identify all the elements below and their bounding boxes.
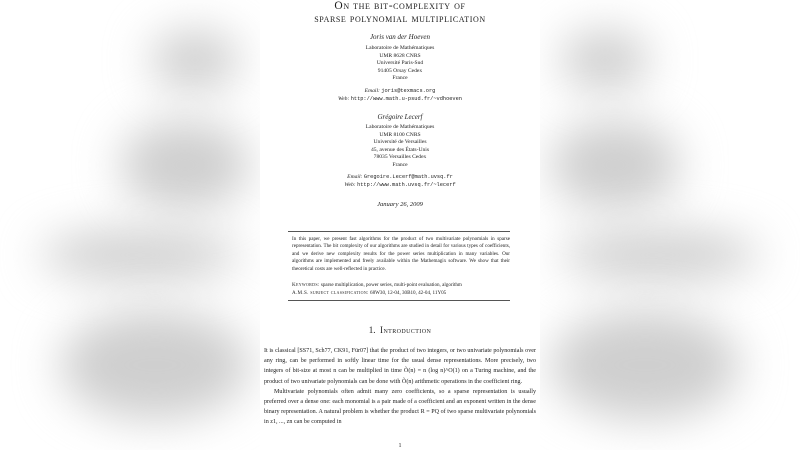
abstract-text: In this paper, we present fast algorithms for the product of two multivariate polynomials in sparse representation. The bit complexity of our algorithms are studied in detail for various types of coefficients, and we derive new complexity results for the power series multiplication in many variables. Our algorithms are implemented and freely available within the Mathemagix software. We show that their theoretical costs are well-reflected in practice. xyxy=(292,236,510,272)
abstract-top-rule xyxy=(288,231,510,232)
section-heading: 1. Introduction xyxy=(368,325,432,335)
blurred-background-left xyxy=(0,0,260,450)
page-number: 1 xyxy=(398,443,402,449)
paragraph-1: It is classical [SS71, Sch77, CK91, Für07] that the product of two integers, or two univariate polynomials over any ring, can be performed in softly linear time for the usual dense representations. More precisely, two integers of bit-size at most n can be multiplied in time Õ(n) = n (log n)^O(1) on a Turing machine, and the product of two univariate polynomials can be done with Õ(n) arithmetic operations in the coefficient ring. xyxy=(264,348,536,385)
author-2-web[interactable]: http://www.math.uvsq.fr/~lecerf xyxy=(357,182,456,188)
title-line-2: sparse polynomial multiplication xyxy=(314,13,486,25)
author-1-email[interactable]: joris@texmacs.org xyxy=(381,88,436,94)
author-1-name: Joris van der Hoeven xyxy=(369,33,431,41)
author-1-contact: Email: joris@texmacs.org Web: http://www.math.u-psud.fr/~vdhoeven xyxy=(338,88,462,102)
author-2-contact: Email: Gregoire.Lecerf@math.uvsq.fr Web: http://www.math.uvsq.fr/~lecerf xyxy=(344,174,456,188)
paper-page xyxy=(264,0,536,450)
author-1-web[interactable]: http://www.math.u-psud.fr/~vdhoeven xyxy=(350,96,462,102)
abstract-bottom-rule xyxy=(288,300,510,301)
author-2-affiliation: Laboratoire de Mathématiques UMR 8100 CNRS Université de Versailles 45, avenue des États-Unis 78035 Versailles Cedex France xyxy=(365,124,435,168)
title-line-1: On the bit-complexity of xyxy=(334,0,466,12)
blurred-background-right xyxy=(540,0,800,450)
paper-date: January 26, 2009 xyxy=(377,201,423,208)
author-2-name: Grégoire Lecerf xyxy=(377,113,423,121)
paper-title xyxy=(264,0,536,26)
keywords: Keywords: sparse multiplication, power series, multi-point evaluation, algorithm xyxy=(292,282,462,288)
paragraph-2: Multivariate polynomials often admit many zero coefficients, so a sparse representation is usually preferred over a dense one: each monomial is a pair made of a coefficient and an exponent written in the dense binary representation. A natural problem is whether the product R = PQ of two sparse multivariate polynomials in z1, ..., zn can be computed in xyxy=(264,388,536,426)
author-1-affiliation: Laboratoire de Mathématiques UMR 8628 CNRS Université Paris-Sud 91405 Orsay Cedex France xyxy=(365,45,435,82)
author-2-email[interactable]: Gregoire.Lecerf@math.uvsq.fr xyxy=(363,174,453,180)
intro-body xyxy=(264,346,536,428)
ams-classification: A.M.S. subject classification: 68W30, 12-04, 30B10, 42-04, 11Y05 xyxy=(292,290,447,296)
